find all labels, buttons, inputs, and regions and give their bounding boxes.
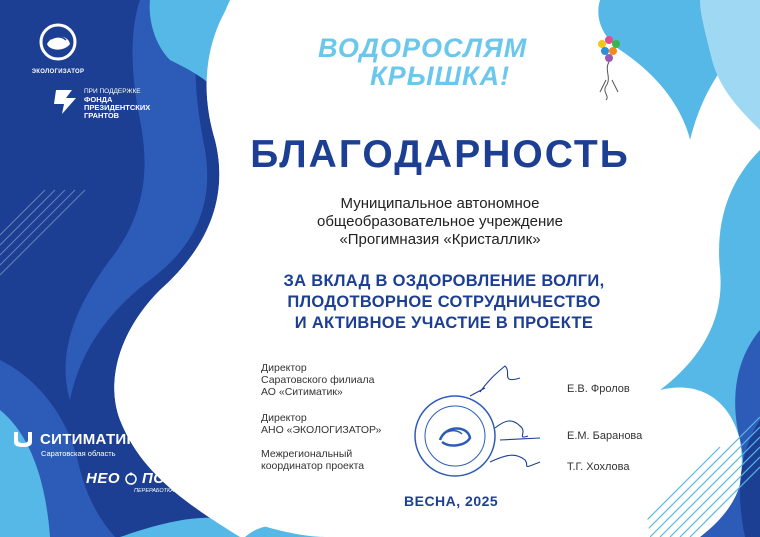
grants-line4: ГРАНТОВ <box>84 111 120 120</box>
grants-line3: ПРЕЗИДЕНТСКИХ <box>84 103 151 112</box>
signatory-1-name: Е.В. Фролов <box>567 383 630 395</box>
signatory-3-title-line1: Межрегиональный <box>261 448 353 460</box>
certificate-heading <box>0 133 760 177</box>
citymatic-region: Саратовская область <box>41 449 116 458</box>
reason-line3: И АКТИВНОЕ УЧАСТИЕ В ПРОЕКТЕ <box>294 314 594 332</box>
ecologizator-icon <box>36 22 80 62</box>
neo-subtitle: ПЕРЕРАБОТКА ПОЛИМЕРОВ <box>134 488 212 494</box>
presidential-grants-logo <box>52 88 150 120</box>
neo-prefix: НЕО <box>86 470 121 487</box>
project-title-line1: ВОДОРОСЛЯМ <box>318 33 528 63</box>
signatory-2-title-line2: АНО «ЭКОЛОГИЗАТОР» <box>261 424 382 436</box>
signatory-1-title-line2: Саратовского филиала <box>261 374 375 386</box>
signatory-1-title-line3: АО «Ситиматик» <box>261 386 343 398</box>
grants-line2: ФОНДА <box>84 95 113 104</box>
season-year: ВЕСНА, 2025 <box>404 493 499 509</box>
award-reason <box>228 271 660 334</box>
org-line3: «Прогимназия «Кристаллик» <box>339 231 541 248</box>
signatory-3-title-line2: координатор проекта <box>261 460 365 472</box>
signatory-2-title-line1: Директор <box>261 412 307 424</box>
polymer-molecule-icon <box>124 472 138 486</box>
neo-name: ПОЛИМЕР <box>142 470 222 487</box>
reason-line1: ЗА ВКЛАД В ОЗДОРОВЛЕНИЕ ВОЛГИ, <box>283 272 605 290</box>
heading-text: БЛАГОДАРНОСТЬ <box>250 133 630 176</box>
signatory-3-title <box>261 448 364 472</box>
signatory-2-name: Е.М. Баранова <box>567 430 643 442</box>
grants-line1: ПРИ ПОДДЕРЖКЕ <box>84 88 141 95</box>
neo-polymer-logo <box>86 470 221 494</box>
grants-icon <box>52 88 78 116</box>
reason-line2: ПЛОДОТВОРНОЕ СОТРУДНИЧЕСТВО <box>287 293 601 311</box>
citymatic-name: СИТИМАТИК <box>40 430 136 448</box>
project-title-line2: КРЫШКА! <box>370 61 511 91</box>
citymatic-logo <box>12 430 136 458</box>
signatory-1-title-line1: Директор <box>261 362 307 374</box>
project-title <box>318 34 527 90</box>
org-line2: общеобразовательное учреждение <box>317 213 563 230</box>
signatory-2-title <box>261 412 381 436</box>
signatory-1-title <box>261 362 374 398</box>
signatory-3-name: Т.Г. Хохлова <box>567 461 630 473</box>
ecologizator-caption: ЭКОЛОГИЗАТОР <box>31 69 85 75</box>
org-line1: Муниципальное автономное <box>340 195 540 212</box>
ecologizator-logo <box>28 22 88 75</box>
recipient-organization <box>260 195 620 249</box>
citymatic-icon <box>12 430 34 448</box>
